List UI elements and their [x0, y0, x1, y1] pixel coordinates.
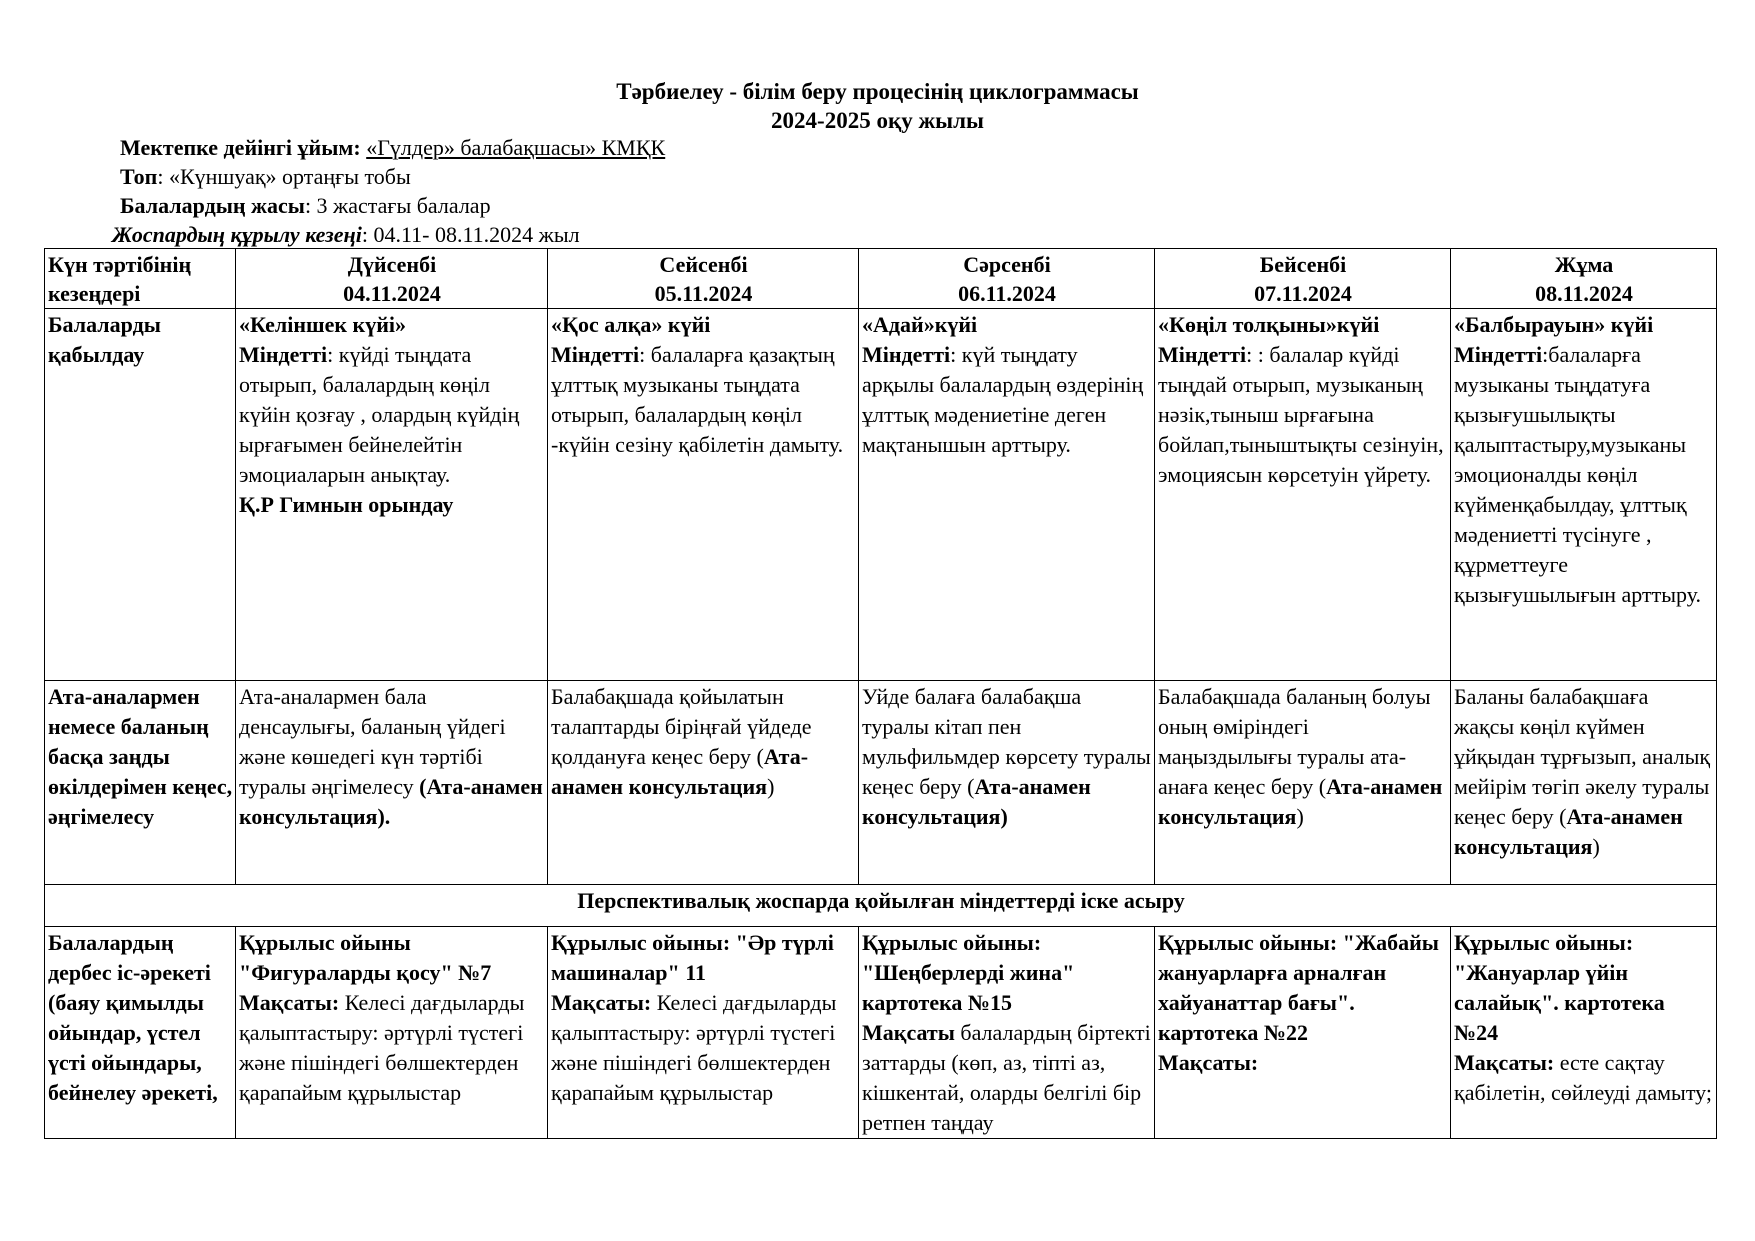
table-row	[45, 309, 1717, 681]
cell-parents-thursday: Балабақшада баланың болуы оның өміріндегі маңыздылығы туралы ата-анаға кеңес беру (Ата-анамен консультация)	[1155, 681, 1451, 885]
cell-parents-monday: Ата-аналармен бала денсаулығы, баланың үйдегі және көшедегі күн тәртібі туралы әңгімелесу (Ата-анамен консультация).	[236, 681, 548, 885]
cell-independent-friday: Құрылыс ойыны: "Жануарлар үйін салайық". картотека №24 Мақсаты: есте сақтау қабілетін, сөйлеуді дамыту;	[1451, 927, 1717, 1139]
cell-parents-tuesday: Балабақшада қойылатын талаптарды біріңғай үйдеде қолдануға кеңес беру (Ата-анамен консультация)	[548, 681, 859, 885]
table-row	[45, 681, 1717, 885]
cell-independent-monday: Құрылыс ойыны "Фигураларды қосу" №7 Мақсаты: Келесі дағдыларды қалыптастыру: әртүрлі түстегі және пішіндегі бөлшектерден қарапайым құрылыстар	[236, 927, 548, 1139]
cell-parents-friday: Баланы балабақшаға жақсы көңіл күймен ұйқыдан тұрғызып, аналық мейірім төгіп әкелу туралы кеңес беру (Ата-анамен консультация)	[1451, 681, 1717, 885]
column-header-wednesday: Сәрсенбі 06.11.2024	[859, 249, 1155, 309]
cell-parents-wednesday: Уйде балаға балабақша туралы кітап пен мульфильмдер көрсету туралы кеңес беру (Ата-анамен консультация)	[859, 681, 1155, 885]
organization-label: Мектепке дейінгі ұйым:	[120, 135, 361, 160]
group-line	[120, 163, 411, 191]
age-line	[120, 192, 491, 220]
cell-reception-tuesday: «Қос алқа» күйі Міндетті: балаларға қазақтың ұлттық музыканы тыңдата отырып, балалардың көңіл -күйін сезіну қабілетін дамыту.	[548, 309, 859, 681]
cyclogram-table	[44, 248, 1717, 1139]
age-value: : 3 жастағы балалар	[304, 193, 491, 218]
column-header-friday: Жұма 08.11.2024	[1451, 249, 1717, 309]
period-label: Жоспардың құрылу кезеңі	[112, 222, 362, 247]
cell-reception-friday: «Балбырауын» күйі Міндетті:балаларға музыканы тыңдатуға қызығушылықты қалыптастыру,музыканы эмоционалды көңіл күйменқабылдау, ұлттық мәдениетті түсінуге , құрметтеуге қызығушылығын арттыру.	[1451, 309, 1717, 681]
table-row	[45, 927, 1717, 1139]
column-header-thursday: Бейсенбі 07.11.2024	[1155, 249, 1451, 309]
table-header-row	[45, 249, 1717, 309]
cell-independent-wednesday: Құрылыс ойыны: "Шеңберлерді жина" картотека №15 Мақсаты балалардың біртекті заттарды (көп, аз, тіпті аз, кішкентай, оларды белгілі бір ретпен таңдау	[859, 927, 1155, 1139]
cell-reception-thursday: «Көңіл толқыны»күйі Міндетті: : балалар күйді тыңдай отырып, музыканың нәзік,тыныш ырғағына бойлап,тыныштықты сезінуін, эмоциясын көрсетуін үйрету.	[1155, 309, 1451, 681]
section-heading-perspective-plan: Перспективалық жоспарда қойылған міндеттерді іске асыру	[45, 885, 1717, 927]
column-header-monday: Дүйсенбі 04.11.2024	[236, 249, 548, 309]
row-label-parents: Ата-аналармен немесе баланың басқа заңды өкілдерімен кеңес, әңгімелесу	[45, 681, 236, 885]
group-label: Топ	[120, 164, 158, 189]
group-value: : «Күншуақ» ортаңғы тобы	[157, 164, 411, 189]
cell-independent-tuesday: Құрылыс ойыны: "Әр түрлі машиналар" 11 Мақсаты: Келесі дағдыларды қалыптастыру: әртүрлі түстегі және пішіндегі бөлшектерден қарапайым құрылыстар	[548, 927, 859, 1139]
cell-independent-thursday: Құрылыс ойыны: "Жабайы жануарларға арналған хайуанаттар бағы". картотека №22 Мақсаты:	[1155, 927, 1451, 1139]
column-header-tuesday: Сейсенбі 05.11.2024	[548, 249, 859, 309]
organization-value: «Гүлдер» балабақшасы» КМҚК	[366, 135, 666, 160]
row-label-independent-activity: Балалардың дербес іс-әрекеті (баяу қимылды ойындар, үстел үсті ойындары, бейнелеу әрекеті,	[45, 927, 236, 1139]
age-label: Балалардың жасы	[120, 193, 305, 218]
academic-year: 2024-2025 оқу жылы	[771, 108, 984, 133]
period-line	[112, 221, 580, 249]
cell-reception-wednesday: «Адай»күйі Міндетті: күй тыңдату арқылы балалардың өздерінің ұлттық мәдениетіне деген мақтанышын арттыру.	[859, 309, 1155, 681]
column-header-periods: Күн тәртібінің кезеңдері	[45, 249, 236, 309]
document-title: Тәрбиелеу - білім беру процесінің циклограммасы	[616, 79, 1139, 104]
organization-line	[120, 134, 665, 162]
table-row	[45, 885, 1717, 927]
cell-reception-monday: «Келіншек күйі» Міндетті: күйді тыңдата отырып, балалардың көңіл күйін қозғау , олардың күйдің ырғағымен бейнелейтін эмоциаларын анықтау. Қ.Р Гимнын орындау	[236, 309, 548, 681]
row-label-reception: Балаларды қабылдау	[45, 309, 236, 681]
period-value: : 04.11- 08.11.2024 жыл	[361, 222, 580, 247]
